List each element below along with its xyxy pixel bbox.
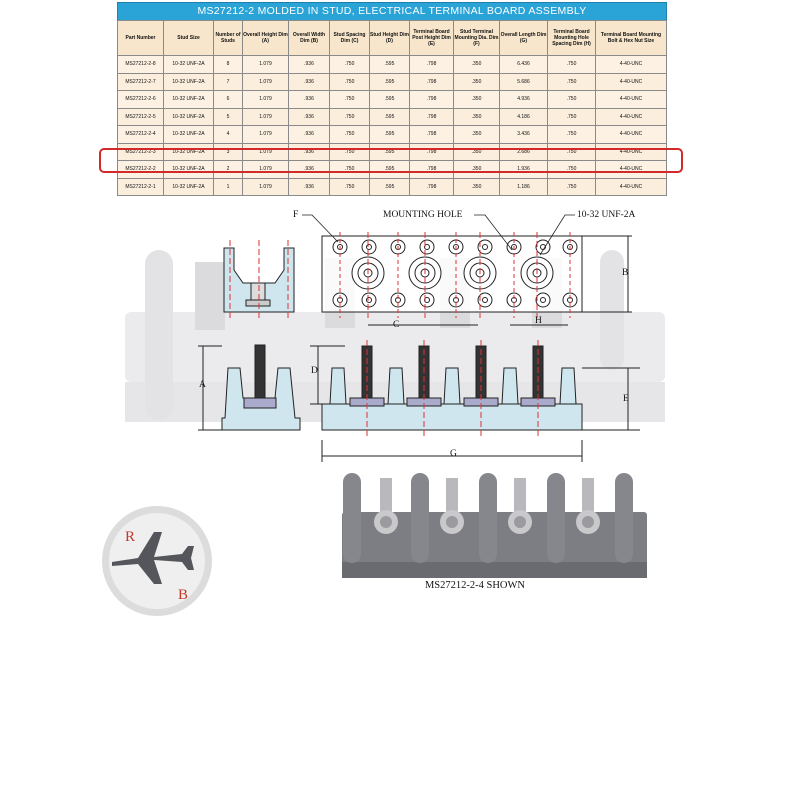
label-c: C [393, 320, 400, 330]
table-cell: 1.079 [243, 56, 289, 74]
side-view [224, 240, 294, 318]
table-cell: .595 [370, 56, 410, 74]
table-cell: .595 [370, 108, 410, 126]
table-cell: 3.436 [500, 126, 548, 144]
table-cell: 6.436 [500, 56, 548, 74]
table-cell: 4.936 [500, 91, 548, 109]
column-header: Overall Width Dim (B) [289, 21, 330, 56]
table-cell: .750 [548, 143, 596, 161]
table-cell: 1.079 [243, 161, 289, 179]
table-cell: .750 [548, 56, 596, 74]
table-cell: .750 [548, 108, 596, 126]
table-cell: .798 [410, 73, 454, 91]
table-cell: MS27212-2-5 [118, 108, 164, 126]
table-title: MS27212-2 MOLDED IN STUD, ELECTRICAL TERMINAL BOARD ASSEMBLY [117, 2, 667, 20]
table-cell: .350 [454, 126, 500, 144]
column-header: Terminal Board Post Height Dim (E) [410, 21, 454, 56]
column-header: Stud Size [164, 21, 214, 56]
table-cell: 7 [214, 73, 243, 91]
table-cell: 4-40-UNC [596, 161, 667, 179]
table-cell: 10-32 UNF-2A [164, 91, 214, 109]
table-cell: 4.186 [500, 108, 548, 126]
table-cell: .798 [410, 178, 454, 196]
table-cell: 1.079 [243, 108, 289, 126]
table-cell: 2.686 [500, 143, 548, 161]
table-cell: 3 [214, 143, 243, 161]
table-cell: .936 [289, 91, 330, 109]
table-cell: 1.936 [500, 161, 548, 179]
table-cell: 4-40-UNC [596, 91, 667, 109]
table-cell: .350 [454, 178, 500, 196]
label-h: H [535, 316, 542, 326]
table-cell: 5.686 [500, 73, 548, 91]
table-cell: MS27212-2-1 [118, 178, 164, 196]
table-cell: .936 [289, 56, 330, 74]
table-cell: .798 [410, 126, 454, 144]
table-cell: .750 [330, 108, 370, 126]
terminal-board-photo [342, 473, 647, 578]
table-cell: .936 [289, 73, 330, 91]
table-cell: .350 [454, 161, 500, 179]
table-cell: 1 [214, 178, 243, 196]
label-a: A [199, 380, 206, 390]
table-cell: .936 [289, 178, 330, 196]
table-cell: .798 [410, 161, 454, 179]
table-cell: .750 [330, 126, 370, 144]
table-cell: 1.079 [243, 178, 289, 196]
airplane-icon [108, 526, 198, 586]
table-cell: .750 [548, 126, 596, 144]
table-cell: 4-40-UNC [596, 126, 667, 144]
column-header: Part Number [118, 21, 164, 56]
label-stud-size: 10-32 UNF-2A [577, 210, 636, 220]
table-cell: 8 [214, 56, 243, 74]
table-cell: 2 [214, 161, 243, 179]
table-cell: .750 [548, 73, 596, 91]
table-cell: .936 [289, 108, 330, 126]
table-cell: 1.079 [243, 126, 289, 144]
table-cell: MS27212-2-2 [118, 161, 164, 179]
table-cell: 10-32 UNF-2A [164, 56, 214, 74]
table-cell: .350 [454, 73, 500, 91]
table-cell: .798 [410, 108, 454, 126]
table-cell: .750 [548, 161, 596, 179]
table-cell: .750 [330, 143, 370, 161]
table-cell: 1.079 [243, 143, 289, 161]
column-header: Overall Height Dim (A) [243, 21, 289, 56]
table-cell: 4-40-UNC [596, 108, 667, 126]
table-cell: .798 [410, 91, 454, 109]
table-cell: .595 [370, 91, 410, 109]
label-d: D [311, 366, 318, 376]
table-cell: .595 [370, 178, 410, 196]
table-cell: .595 [370, 161, 410, 179]
table-cell: .595 [370, 73, 410, 91]
label-mounting-hole: MOUNTING HOLE [383, 210, 463, 220]
table-cell: .798 [410, 143, 454, 161]
top-view [322, 232, 632, 318]
column-header: Number of Studs [214, 21, 243, 56]
logo-letter-r: R [125, 529, 136, 545]
label-g: G [450, 449, 457, 459]
table-cell: .350 [454, 143, 500, 161]
table-cell: 1.079 [243, 91, 289, 109]
table-cell: 4-40-UNC [596, 143, 667, 161]
table-cell: MS27212-2-8 [118, 56, 164, 74]
column-header: Stud Terminal Mounting Dia. Dim (F) [454, 21, 500, 56]
table-cell: .750 [330, 56, 370, 74]
column-header: Overall Length Dim (G) [500, 21, 548, 56]
table-cell: .798 [410, 56, 454, 74]
table-cell: .750 [548, 91, 596, 109]
table-cell: .350 [454, 108, 500, 126]
table-cell: .750 [330, 91, 370, 109]
table-cell: .595 [370, 143, 410, 161]
column-header: Stud Height Dim (D) [370, 21, 410, 56]
table-cell: .750 [330, 161, 370, 179]
column-header: Terminal Board Mounting Hole Spacing Dim (H) [548, 21, 596, 56]
table-cell: 10-32 UNF-2A [164, 73, 214, 91]
table-cell: .750 [330, 178, 370, 196]
table-cell: 10-32 UNF-2A [164, 178, 214, 196]
label-b: B [622, 268, 629, 278]
table-cell: .350 [454, 56, 500, 74]
table-cell: 10-32 UNF-2A [164, 108, 214, 126]
table-cell: 10-32 UNF-2A [164, 161, 214, 179]
table-cell: MS27212-2-3 [118, 143, 164, 161]
table-cell: 4-40-UNC [596, 73, 667, 91]
table-cell: 4-40-UNC [596, 178, 667, 196]
table-cell: 1.186 [500, 178, 548, 196]
label-f: F [293, 210, 299, 220]
table-cell: 10-32 UNF-2A [164, 143, 214, 161]
table-cell: MS27212-2-6 [118, 91, 164, 109]
table-cell: .595 [370, 126, 410, 144]
table-cell: .350 [454, 91, 500, 109]
table-cell: .936 [289, 161, 330, 179]
column-header: Terminal Board Mounting Bolt & Hex Nut Size [596, 21, 667, 56]
table-cell: 6 [214, 91, 243, 109]
label-e: E [623, 394, 629, 404]
table-cell: MS27212-2-7 [118, 73, 164, 91]
table-cell: MS27212-2-4 [118, 126, 164, 144]
table-cell: 5 [214, 108, 243, 126]
table-cell: .750 [548, 178, 596, 196]
table-cell: .750 [330, 73, 370, 91]
logo-letter-b: B [178, 587, 189, 603]
table-cell: .936 [289, 143, 330, 161]
photo-caption: MS27212-2-4 SHOWN [424, 580, 526, 591]
table-cell: 4-40-UNC [596, 56, 667, 74]
column-header: Stud Spacing Dim (C) [330, 21, 370, 56]
table-cell: 10-32 UNF-2A [164, 126, 214, 144]
table-cell: 4 [214, 126, 243, 144]
table-cell: 1.079 [243, 73, 289, 91]
table-cell: .936 [289, 126, 330, 144]
